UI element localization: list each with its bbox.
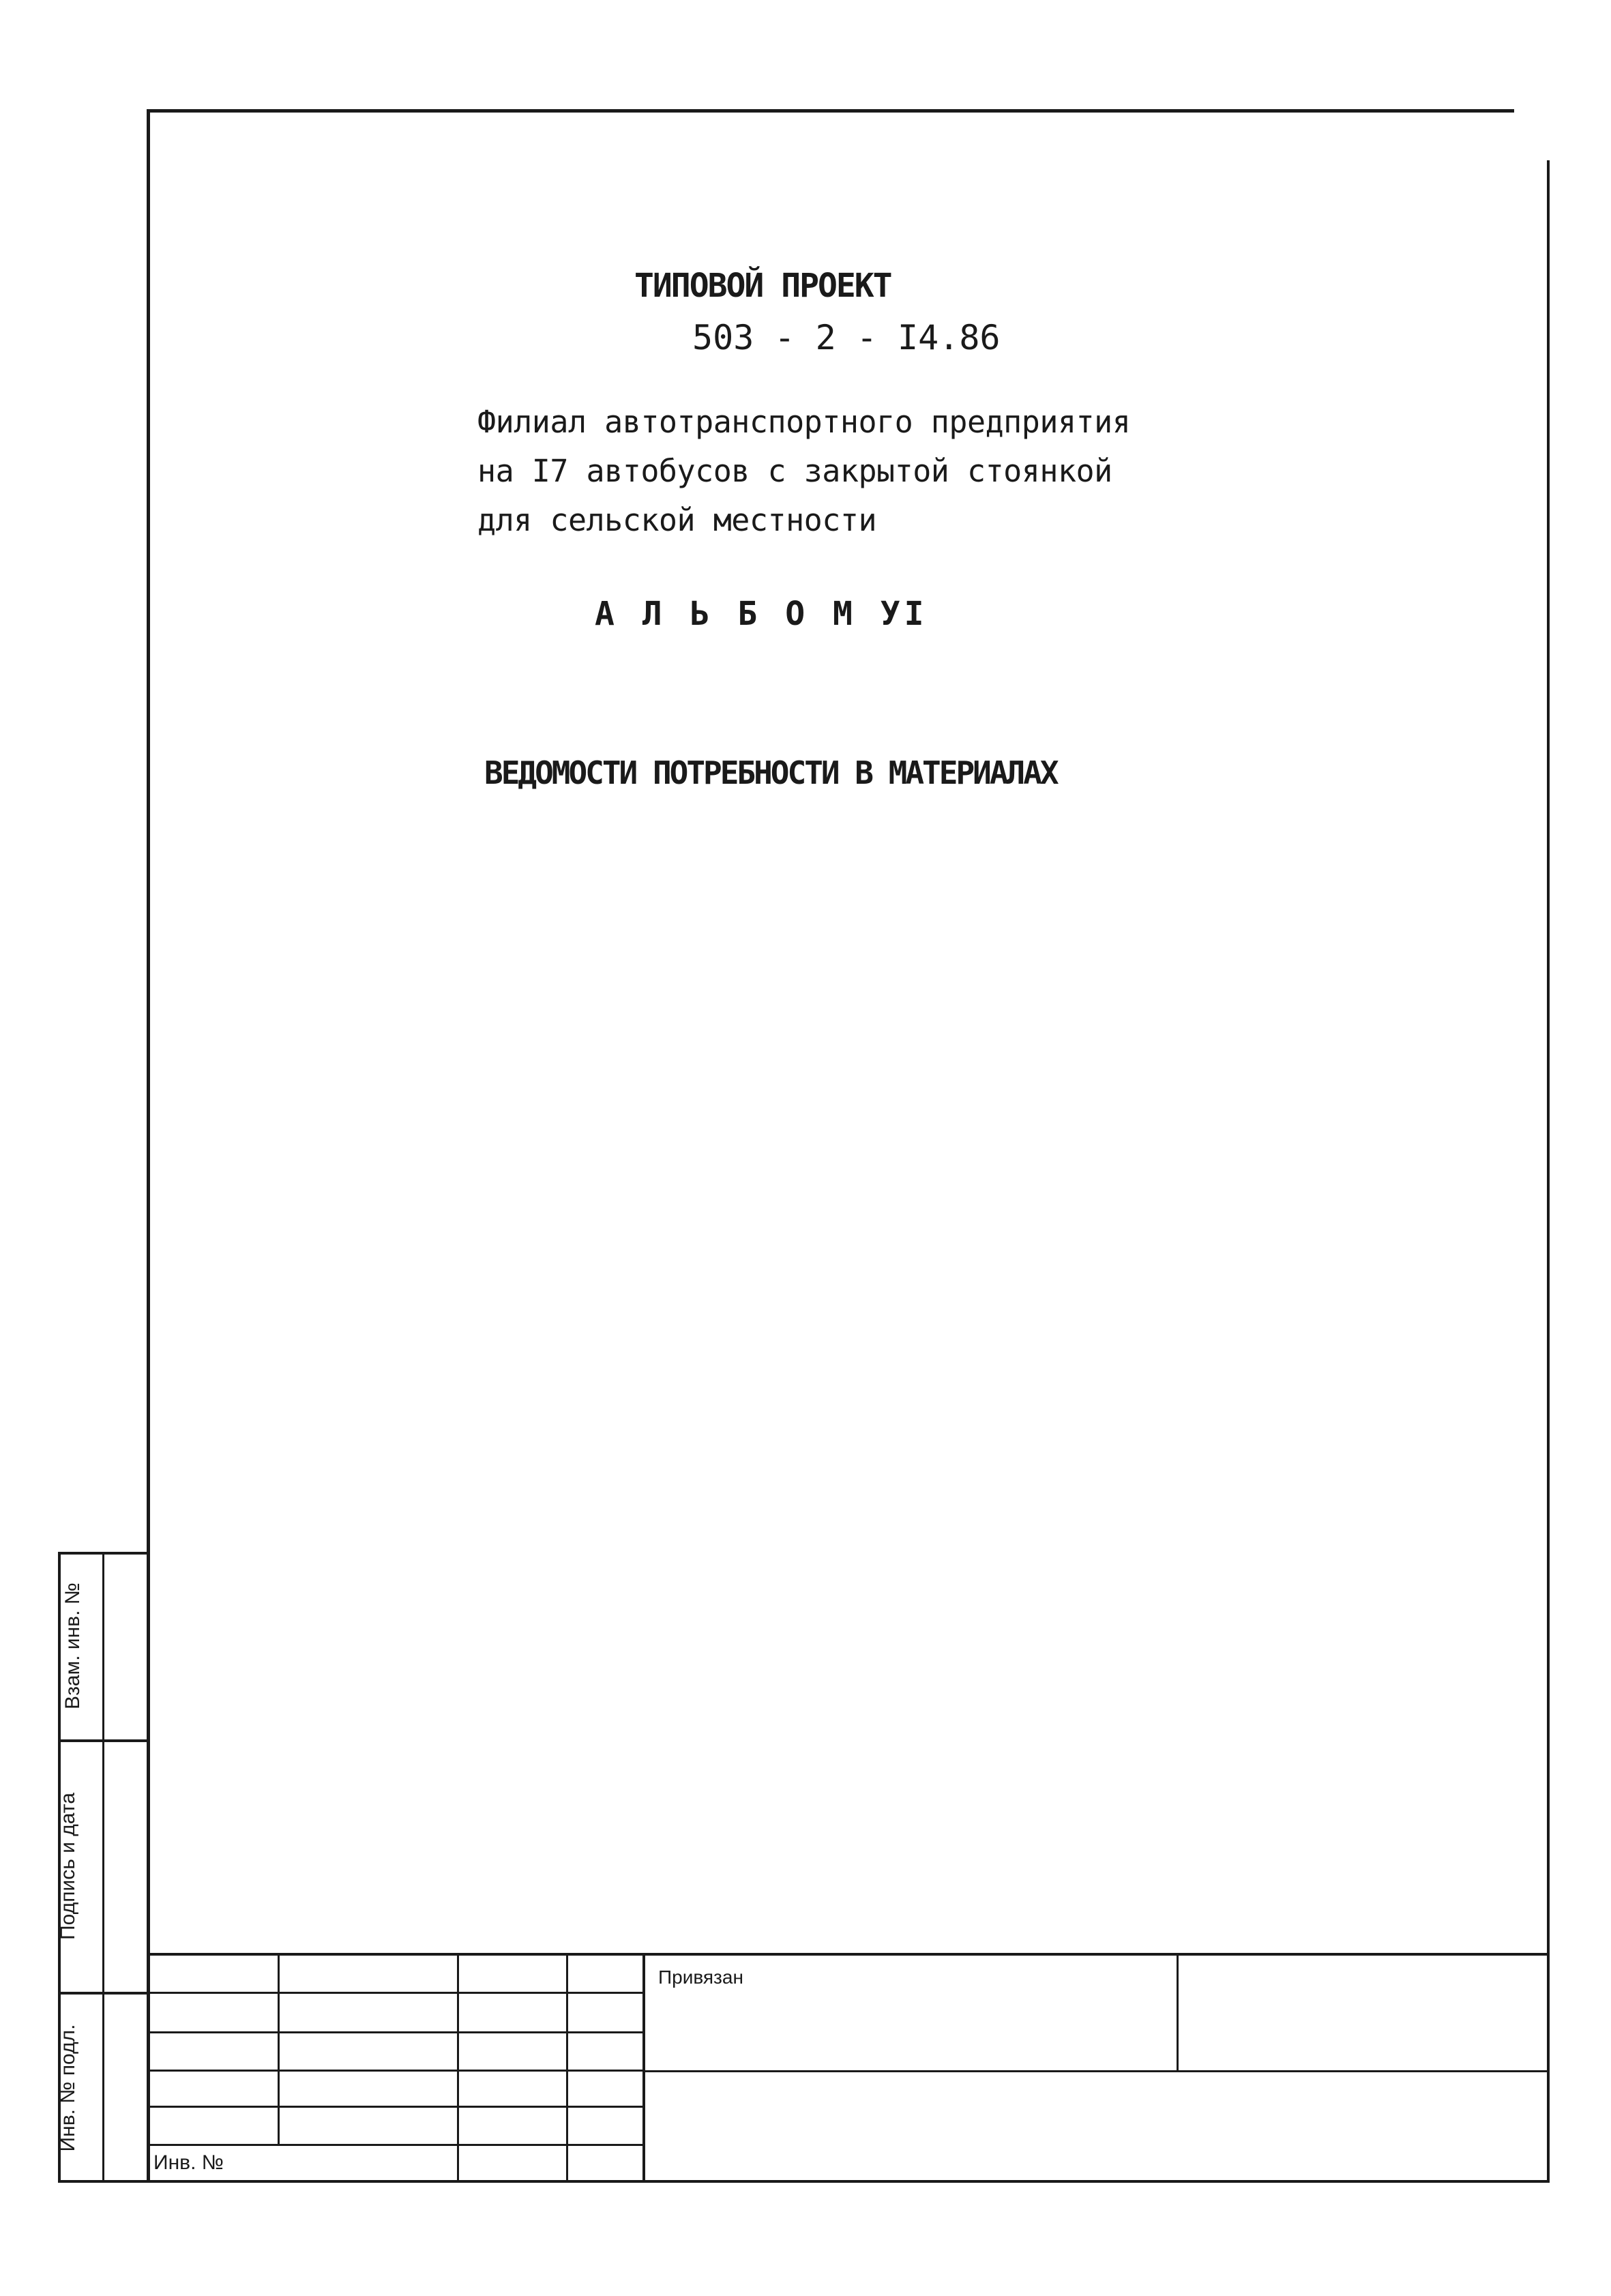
side-stamp-podpis-data: Подпись и дата — [57, 1793, 79, 1940]
grid-row-line-5 — [147, 2144, 645, 2146]
side-stamp-vzam-inv: Взам. инв. № — [61, 1583, 84, 1709]
album-heading: А Л Ь Б О М УI — [595, 595, 928, 633]
right-block-divider — [1177, 1953, 1179, 2072]
frame-top-border — [147, 109, 1514, 113]
frame-bottom-border — [58, 2180, 1550, 2183]
grid-col-line-4 — [642, 1953, 645, 2183]
side-stamp-top-line — [58, 1552, 150, 1555]
side-stamp-line-1 — [58, 1739, 150, 1742]
description-line-3: для сельской местности — [477, 502, 877, 538]
album-title: ВЕДОМОСТИ ПОТРЕБНОСТИ В МАТЕРИАЛАХ — [484, 754, 1057, 791]
grid-row-line-3 — [147, 2070, 645, 2072]
grid-row-line-4 — [147, 2106, 645, 2108]
project-type-heading: ТИПОВОЙ ПРОЕКТ — [634, 267, 891, 305]
inv-number-label: Инв. № — [153, 2151, 224, 2174]
side-stamp-inner-column — [102, 1552, 104, 2183]
frame-left-border — [147, 109, 150, 2183]
side-stamp-line-2 — [58, 1992, 150, 1995]
frame-right-border — [1547, 160, 1550, 2183]
project-number: 503 - 2 - I4.86 — [692, 318, 1001, 357]
description-line-2: на I7 автобусов с закрытой стоянкой — [477, 453, 1112, 489]
privyazan-label: Привязан — [658, 1967, 743, 1988]
right-block-mid-line — [645, 2070, 1550, 2072]
grid-col-line-2 — [457, 1953, 459, 2183]
title-block-top-line — [147, 1953, 1550, 1956]
grid-row-line-2 — [147, 2031, 645, 2033]
description-line-1: Филиал автотранспортного предприятия — [477, 404, 1131, 440]
grid-row-line-1 — [147, 1992, 645, 1994]
grid-col-line-3 — [566, 1953, 568, 2183]
grid-col-line-1 — [278, 1953, 280, 2144]
side-stamp-inv-podl: Инв. № подл. — [57, 2024, 79, 2152]
